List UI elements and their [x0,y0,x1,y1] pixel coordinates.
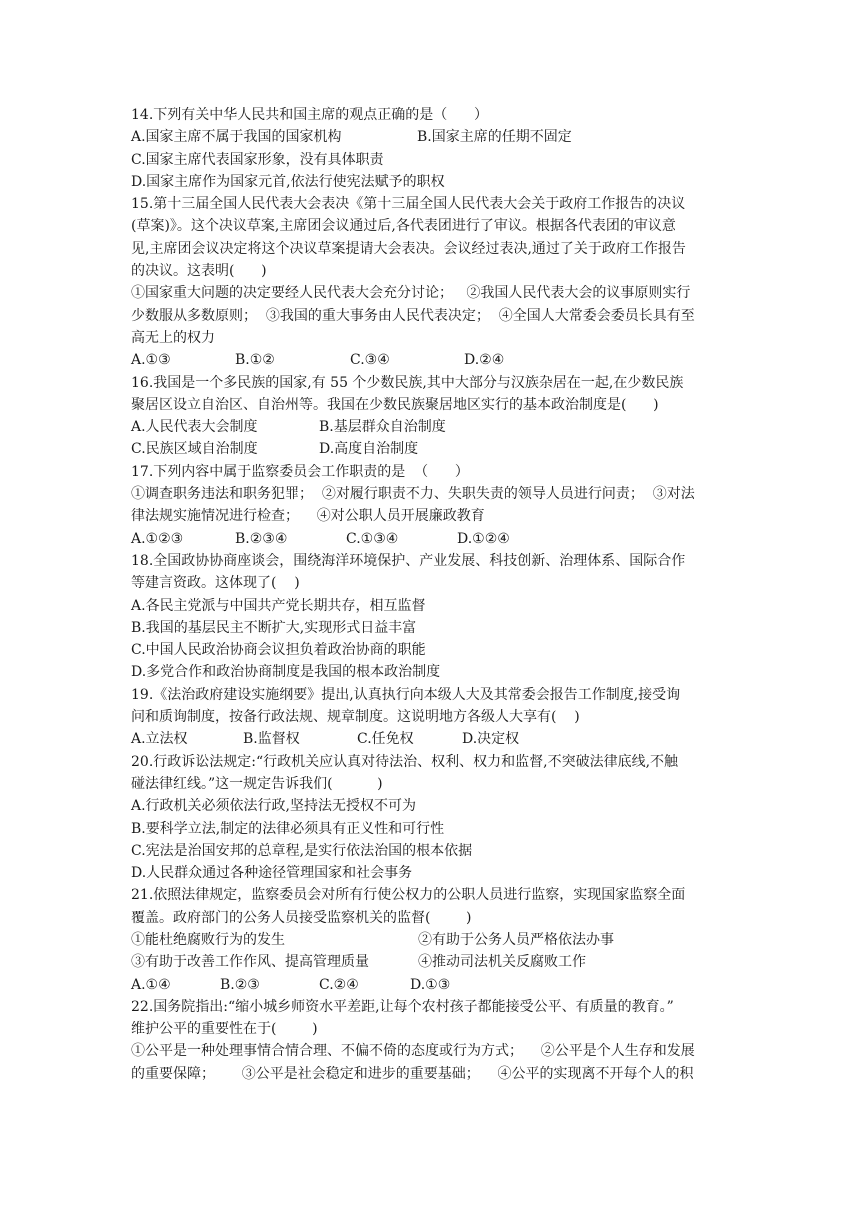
q15-stem-line: 见,主席团会议决定将这个决议草案提请大会表决。会议经过表决,通过了关于政府工作报告 [131,240,686,257]
q21-statement-1: ①能杜绝腐败行为的发生 [131,931,285,948]
q16-stem-line: 16.我国是一个多民族的国家,有 55 个少数民族,其中大部分与汉族杂居在一起,在少数民族 [131,374,684,391]
q19-option-c: C.任免权 [357,731,414,748]
q18-option-b: B.我国的基层民主不断扩大,实现形式日益丰富 [131,619,417,636]
q17-stem: 17.下列内容中属于监察委员会工作职责的是 （ ） [131,463,469,480]
q16-option-a: A.人民代表大会制度 [131,419,258,436]
q21-stem-line: 21.依照法律规定，监察委员会对所有行使公权力的公职人员进行监察，实现国家监察全面 [131,887,686,904]
q16-options-ab [131,416,743,438]
q21-options [131,974,743,996]
q19-options [131,728,743,750]
q18-option-c: C.中国人民政治协商会议担负着政治协商的职能 [131,642,426,659]
q17-options [131,528,743,550]
q15-option-d: D.②④ [464,352,505,369]
q20-stem-line: 20.行政诉讼法规定:“行政机关应认真对待法治、权利、权力和监督,不突破法律底线,不触 [131,753,679,770]
q18-option-d: D.多党合作和政治协商制度是我国的根本政治制度 [131,664,441,681]
q20-option-c: C.宪法是治国安邦的总章程,是实行依法治国的根本依据 [131,842,473,859]
q14-option-d: D.国家主席作为国家元首,依法行使宪法赋予的职权 [131,173,445,190]
q19-option-a: A.立法权 [131,731,188,748]
q21-stem-line: 覆盖。政府部门的公务人员接受监察机关的监督( ) [131,909,472,926]
q15-option-c: C.③④ [350,352,390,369]
q22-stem-line: 22.国务院指出:“缩小城乡师资水平差距,让每个农村孩子都能接受公平、有质量的教育。” [131,998,674,1015]
q15-stem-line: 的决议。这表明( ) [131,263,267,280]
q21-statements-12 [131,929,743,951]
q22-stem-line: 维护公平的重要性在于( ) [131,1021,318,1038]
q17-option-a: A.①②③ [131,530,184,547]
q20-option-b: B.要科学立法,制定的法律必须具有正义性和可行性 [131,820,445,837]
q17-statement-line: 律法规实施情况进行检查； ④对公职人员开展廉政教育 [131,508,485,525]
q17-option-d: D.①②④ [457,530,510,547]
q16-stem-line: 聚居区设立自治区、自治州等。我国在少数民族聚居地区实行的基本政治制度是( ) [131,396,659,413]
q19-option-d: D.决定权 [462,731,520,748]
q20-option-a: A.行政机关必须依法行政,坚持法无授权不可为 [131,798,417,815]
q21-option-c: C.②④ [319,976,359,993]
q16-option-b: B.基层群众自治制度 [319,419,446,436]
q21-statements-34 [131,951,743,973]
q18-stem-line: 等建言资政。这体现了( ) [131,575,300,592]
q15-statement-line: 高无上的权力 [131,329,215,346]
q15-stem-line: 15.第十三届全国人民代表大会表决《第十三届全国人民代表大会关于政府工作报告的决议 [131,196,686,213]
q21-option-b: B.②③ [220,976,260,993]
q19-stem-line: 19.《法治政府建设实施纲要》提出,认真执行向本级人大及其常委会报告工作制度,接受询 [131,686,681,703]
q21-option-a: A.①④ [131,976,171,993]
q21-statement-4: ④推动司法机关反腐败工作 [418,954,586,971]
q22-statement-line: ①公平是一种处理事情合情合理、不偏不倚的态度或行为方式； ②公平是个人生存和发展 [131,1043,695,1060]
q14-stem: 14.下列有关中华人民共和国主席的观点正确的是（ ） [131,107,488,123]
q14-options-ab [131,126,743,148]
q15-statement-line: 少数服从多数原则； ③我国的重大事务由人民代表决定； ④全国人大常委会委员长具有至 [131,307,695,324]
q15-options [131,349,743,371]
q22-statement-line: 的重要保障； ③公平是社会稳定和进步的重要基础； ④公平的实现离不开每个人的积 [131,1065,694,1082]
q17-statement-line: ①调查职务违法和职务犯罪； ②对履行职责不力、失职失责的领导人员进行问责； ③对法 [131,486,695,503]
q15-statement-line: ①国家重大问题的决定要经人民代表大会充分讨论； ②我国人民代表大会的议事原则实行 [131,285,691,302]
q16-option-d: D.高度自治制度 [319,441,419,458]
q15-option-b: B.①② [235,352,275,369]
q14-option-b: B.国家主席的任期不固定 [417,129,572,146]
q21-statement-2: ②有助于公务人员严格依法办事 [418,931,614,948]
q16-options-cd [131,438,743,460]
q17-option-c: C.①③④ [346,530,399,547]
question-list [131,104,743,1085]
q21-statement-3: ③有助于改善工作作风、提高管理质量 [131,954,369,971]
q17-option-b: B.②③④ [235,530,288,547]
q20-stem-line: 碰法律红线。”这一规定告诉我们( ) [131,775,383,792]
q16-option-c: C.民族区域自治制度 [131,441,258,458]
q14-option-c: C.国家主席代表国家形象，没有具体职责 [131,151,384,168]
q20-option-d: D.人民群众通过各种途径管理国家和社会事务 [131,865,413,882]
q19-stem-line: 问和质询制度，按备行政法规、规章制度。这说明地方各级人大享有( ) [131,709,580,726]
q18-option-a: A.各民主党派与中国共产党长期共存，相互监督 [131,597,426,614]
q18-stem-line: 18.全国政协协商座谈会，围绕海洋环境保护、产业发展、科技创新、治理体系、国际合作 [131,552,686,569]
q14-option-a: A.国家主席不属于我国的国家机构 [131,129,342,146]
q15-option-a: A.①③ [131,352,171,369]
q19-option-b: B.监督权 [243,731,300,748]
q15-stem-line: (草案)》。这个决议草案,主席团会议通过后,各代表团进行了审议。根据各代表团的审议意 [131,218,676,235]
q21-option-d: D.①③ [410,976,451,993]
